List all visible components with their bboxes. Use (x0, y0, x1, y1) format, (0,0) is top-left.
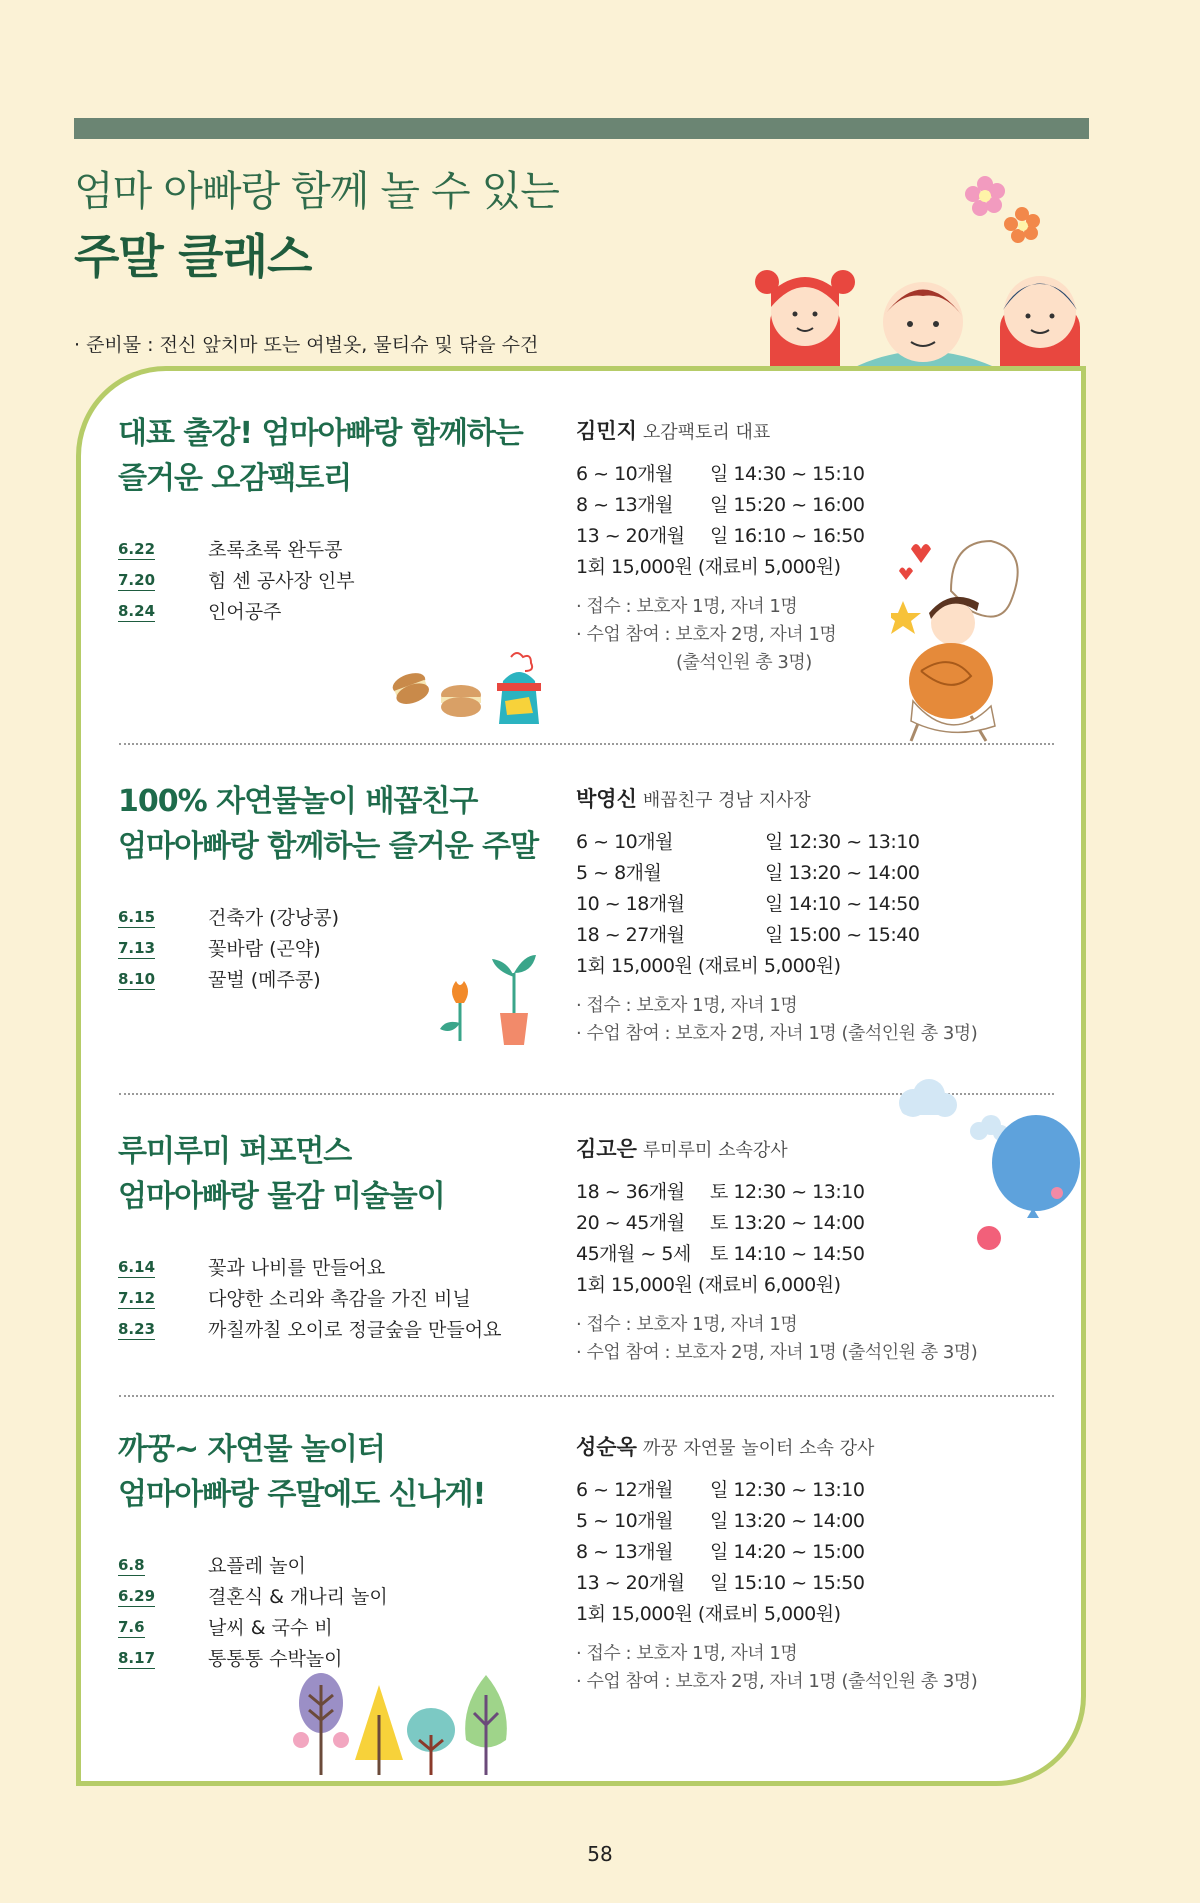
date-row (118, 1549, 388, 1580)
schedule-age: 13 ~ 20개월 (576, 1572, 685, 1594)
schedule-row (576, 519, 864, 550)
schedule-row (576, 1504, 977, 1535)
instructor-name: 김고은 (576, 1137, 637, 1161)
schedule-row (576, 1473, 977, 1504)
top-bar (74, 118, 1089, 139)
date-label: 8.24 (118, 601, 156, 620)
page-title: 주말 클래스 (74, 230, 312, 285)
class-title (118, 411, 523, 501)
price: 1회 15,000원 (재료비 5,000원) (576, 556, 841, 578)
schedule-time: 일 12:30 ~ 13:10 (710, 1479, 865, 1501)
schedule-row (576, 918, 977, 949)
date-row (118, 564, 355, 595)
note-participation: · 수업 참여 : 보호자 2명, 자녀 1명 (출석인원 총 3명) (576, 1023, 978, 1044)
price: 1회 15,000원 (재료비 5,000원) (576, 955, 841, 977)
date-topic: 통통통 수박놀이 (208, 1648, 343, 1670)
date-list (118, 901, 339, 994)
class-info (576, 783, 977, 1048)
class-title-line2: 엄마아빠랑 함께하는 즐거운 주말 (118, 829, 539, 864)
date-label: 8.23 (118, 1319, 156, 1338)
class-title-line2: 엄마아빠랑 물감 미술놀이 (118, 1179, 445, 1214)
schedule-row (576, 488, 864, 519)
schedule-time: 토 14:10 ~ 14:50 (710, 1243, 865, 1265)
date-row (118, 1282, 501, 1313)
class-info (576, 415, 864, 677)
date-label: 6.29 (118, 1586, 156, 1605)
date-label: 8.17 (118, 1648, 156, 1667)
instructor-name: 김민지 (576, 419, 637, 443)
notes (576, 1311, 977, 1367)
date-topic: 꿀벌 (메주콩) (208, 969, 321, 991)
schedule-age: 6 ~ 12개월 (576, 1479, 673, 1501)
note-registration: · 접수 : 보호자 1명, 자녀 1명 (576, 596, 798, 617)
flower-pot-icon (436, 953, 546, 1048)
schedule-row (576, 457, 864, 488)
date-label: 7.12 (118, 1288, 156, 1307)
date-label: 6.14 (118, 1257, 156, 1276)
schedule-time: 토 13:20 ~ 14:00 (710, 1212, 865, 1234)
date-row (118, 1313, 501, 1344)
schedule-row (576, 856, 977, 887)
schedule-age: 10 ~ 18개월 (576, 893, 685, 915)
date-topic: 인어공주 (208, 601, 282, 623)
balloon-icon (851, 1063, 1091, 1263)
schedule-age: 8 ~ 13개월 (576, 1541, 673, 1563)
date-topic: 초록초록 완두콩 (208, 539, 343, 561)
note-participation: · 수업 참여 : 보호자 2명, 자녀 1명 (출석인원 총 3명) (576, 1671, 978, 1692)
section-divider (119, 1395, 1054, 1397)
note-registration: · 접수 : 보호자 1명, 자녀 1명 (576, 995, 798, 1016)
page-number: 58 (587, 1842, 613, 1866)
schedule-time: 일 13:20 ~ 14:00 (710, 1510, 865, 1532)
schedule-row (576, 1566, 977, 1597)
date-row (118, 595, 355, 626)
section-divider (119, 743, 1054, 745)
date-row (118, 1251, 501, 1282)
schedule-time: 일 15:10 ~ 15:50 (710, 1572, 865, 1594)
notes (576, 992, 977, 1048)
schedule-row (576, 1535, 977, 1566)
note-registration: · 접수 : 보호자 1명, 자녀 1명 (576, 1643, 798, 1664)
schedule-time: 일 14:30 ~ 15:10 (710, 463, 865, 485)
price: 1회 15,000원 (재료비 6,000원) (576, 1274, 841, 1296)
schedule-age: 18 ~ 36개월 (576, 1181, 685, 1203)
price: 1회 15,000원 (재료비 5,000원) (576, 1603, 841, 1625)
macaron-icon (389, 649, 554, 729)
schedule-time: 일 15:20 ~ 16:00 (710, 494, 865, 516)
date-row (118, 1580, 388, 1611)
instructor (576, 783, 977, 813)
date-topic: 결혼식 & 개나리 놀이 (208, 1586, 388, 1608)
instructor-role: 배꼽친구 경남 지사장 (642, 790, 811, 811)
schedule-age: 5 ~ 10개월 (576, 1510, 673, 1532)
date-label: 6.22 (118, 539, 156, 558)
schedule-row (576, 887, 977, 918)
flower-icon (960, 172, 1040, 247)
class-title (118, 779, 538, 869)
class-title-line1: 대표 출강! 엄마아빠랑 함께하는 (118, 416, 523, 451)
instructor-role: 루미루미 소속강사 (642, 1140, 788, 1161)
instructor-name: 성순옥 (576, 1435, 637, 1459)
note-attendance: (출석인원 총 3명) (676, 652, 812, 673)
class-title-line2: 엄마아빠랑 주말에도 신나게! (118, 1477, 486, 1512)
instructor-name: 박영신 (576, 787, 637, 811)
class-title-line1: 루미루미 퍼포먼스 (118, 1134, 352, 1169)
note-participation: · 수업 참여 : 보호자 2명, 자녀 1명 (576, 624, 837, 645)
date-row (118, 1611, 388, 1642)
notes (576, 1640, 977, 1696)
date-label: 7.13 (118, 938, 156, 957)
schedule-time: 일 14:10 ~ 14:50 (765, 893, 920, 915)
date-row (118, 963, 339, 994)
date-row (118, 901, 339, 932)
notes (576, 593, 864, 677)
date-label: 7.6 (118, 1617, 145, 1636)
class-info (576, 1431, 977, 1696)
class-title-line1: 100% 자연물놀이 배꼽친구 (118, 784, 478, 819)
page-subtitle: 엄마 아빠랑 함께 놀 수 있는 (74, 167, 559, 215)
date-topic: 힘 센 공사장 인부 (208, 570, 355, 592)
note-participation: · 수업 참여 : 보호자 2명, 자녀 1명 (출석인원 총 3명) (576, 1342, 978, 1363)
schedule-age: 6 ~ 10개월 (576, 831, 673, 853)
schedule-age: 13 ~ 20개월 (576, 525, 685, 547)
schedule-time: 일 16:10 ~ 16:50 (710, 525, 865, 547)
class-card (76, 366, 1086, 1786)
schedule-age: 5 ~ 8개월 (576, 862, 662, 884)
instructor (576, 1431, 977, 1461)
date-topic: 날씨 & 국수 비 (208, 1617, 333, 1639)
class-title-line1: 까꿍~ 자연물 놀이터 (118, 1432, 385, 1467)
trees-icon (291, 1665, 541, 1785)
date-row (118, 932, 339, 963)
schedule-time: 일 12:30 ~ 13:10 (765, 831, 920, 853)
date-topic: 다양한 소리와 촉감을 가진 비닐 (208, 1288, 471, 1310)
schedule-age: 6 ~ 10개월 (576, 463, 673, 485)
date-label: 6.8 (118, 1555, 145, 1574)
schedule-time: 토 12:30 ~ 13:10 (710, 1181, 865, 1203)
class-title (118, 1427, 485, 1517)
date-topic: 꽃과 나비를 만들어요 (208, 1257, 386, 1279)
date-list (118, 533, 355, 626)
instructor-role: 까꿍 자연물 놀이터 소속 강사 (642, 1438, 875, 1459)
date-row (118, 533, 355, 564)
materials-note: · 준비물 : 전신 앞치마 또는 여벌옷, 물티슈 및 닦을 수건 (74, 334, 539, 356)
instructor-role: 오감팩토리 대표 (642, 422, 771, 443)
date-topic: 건축가 (강낭콩) (208, 907, 339, 929)
schedule-time: 일 14:20 ~ 15:00 (710, 1541, 865, 1563)
date-topic: 꽃바람 (곤약) (208, 938, 321, 960)
date-list (118, 1549, 388, 1673)
schedule-time: 일 13:20 ~ 14:00 (765, 862, 920, 884)
date-list (118, 1251, 501, 1344)
schedule-age: 18 ~ 27개월 (576, 924, 685, 946)
date-label: 6.15 (118, 907, 156, 926)
note-registration: · 접수 : 보호자 1명, 자녀 1명 (576, 1314, 798, 1335)
schedule-row (576, 825, 977, 856)
instructor (576, 415, 864, 445)
chef-girl-icon (891, 531, 1036, 746)
date-topic: 까칠까칠 오이로 정글숲을 만들어요 (208, 1319, 502, 1341)
schedule-time: 일 15:00 ~ 15:40 (765, 924, 920, 946)
date-topic: 요플레 놀이 (208, 1555, 306, 1577)
date-label: 8.10 (118, 969, 156, 988)
schedule-age: 8 ~ 13개월 (576, 494, 673, 516)
schedule-age: 20 ~ 45개월 (576, 1212, 685, 1234)
schedule-age: 45개월 ~ 5세 (576, 1243, 691, 1265)
class-title-line2: 즐거운 오감팩토리 (118, 461, 352, 496)
class-title (118, 1129, 445, 1219)
date-label: 7.20 (118, 570, 156, 589)
